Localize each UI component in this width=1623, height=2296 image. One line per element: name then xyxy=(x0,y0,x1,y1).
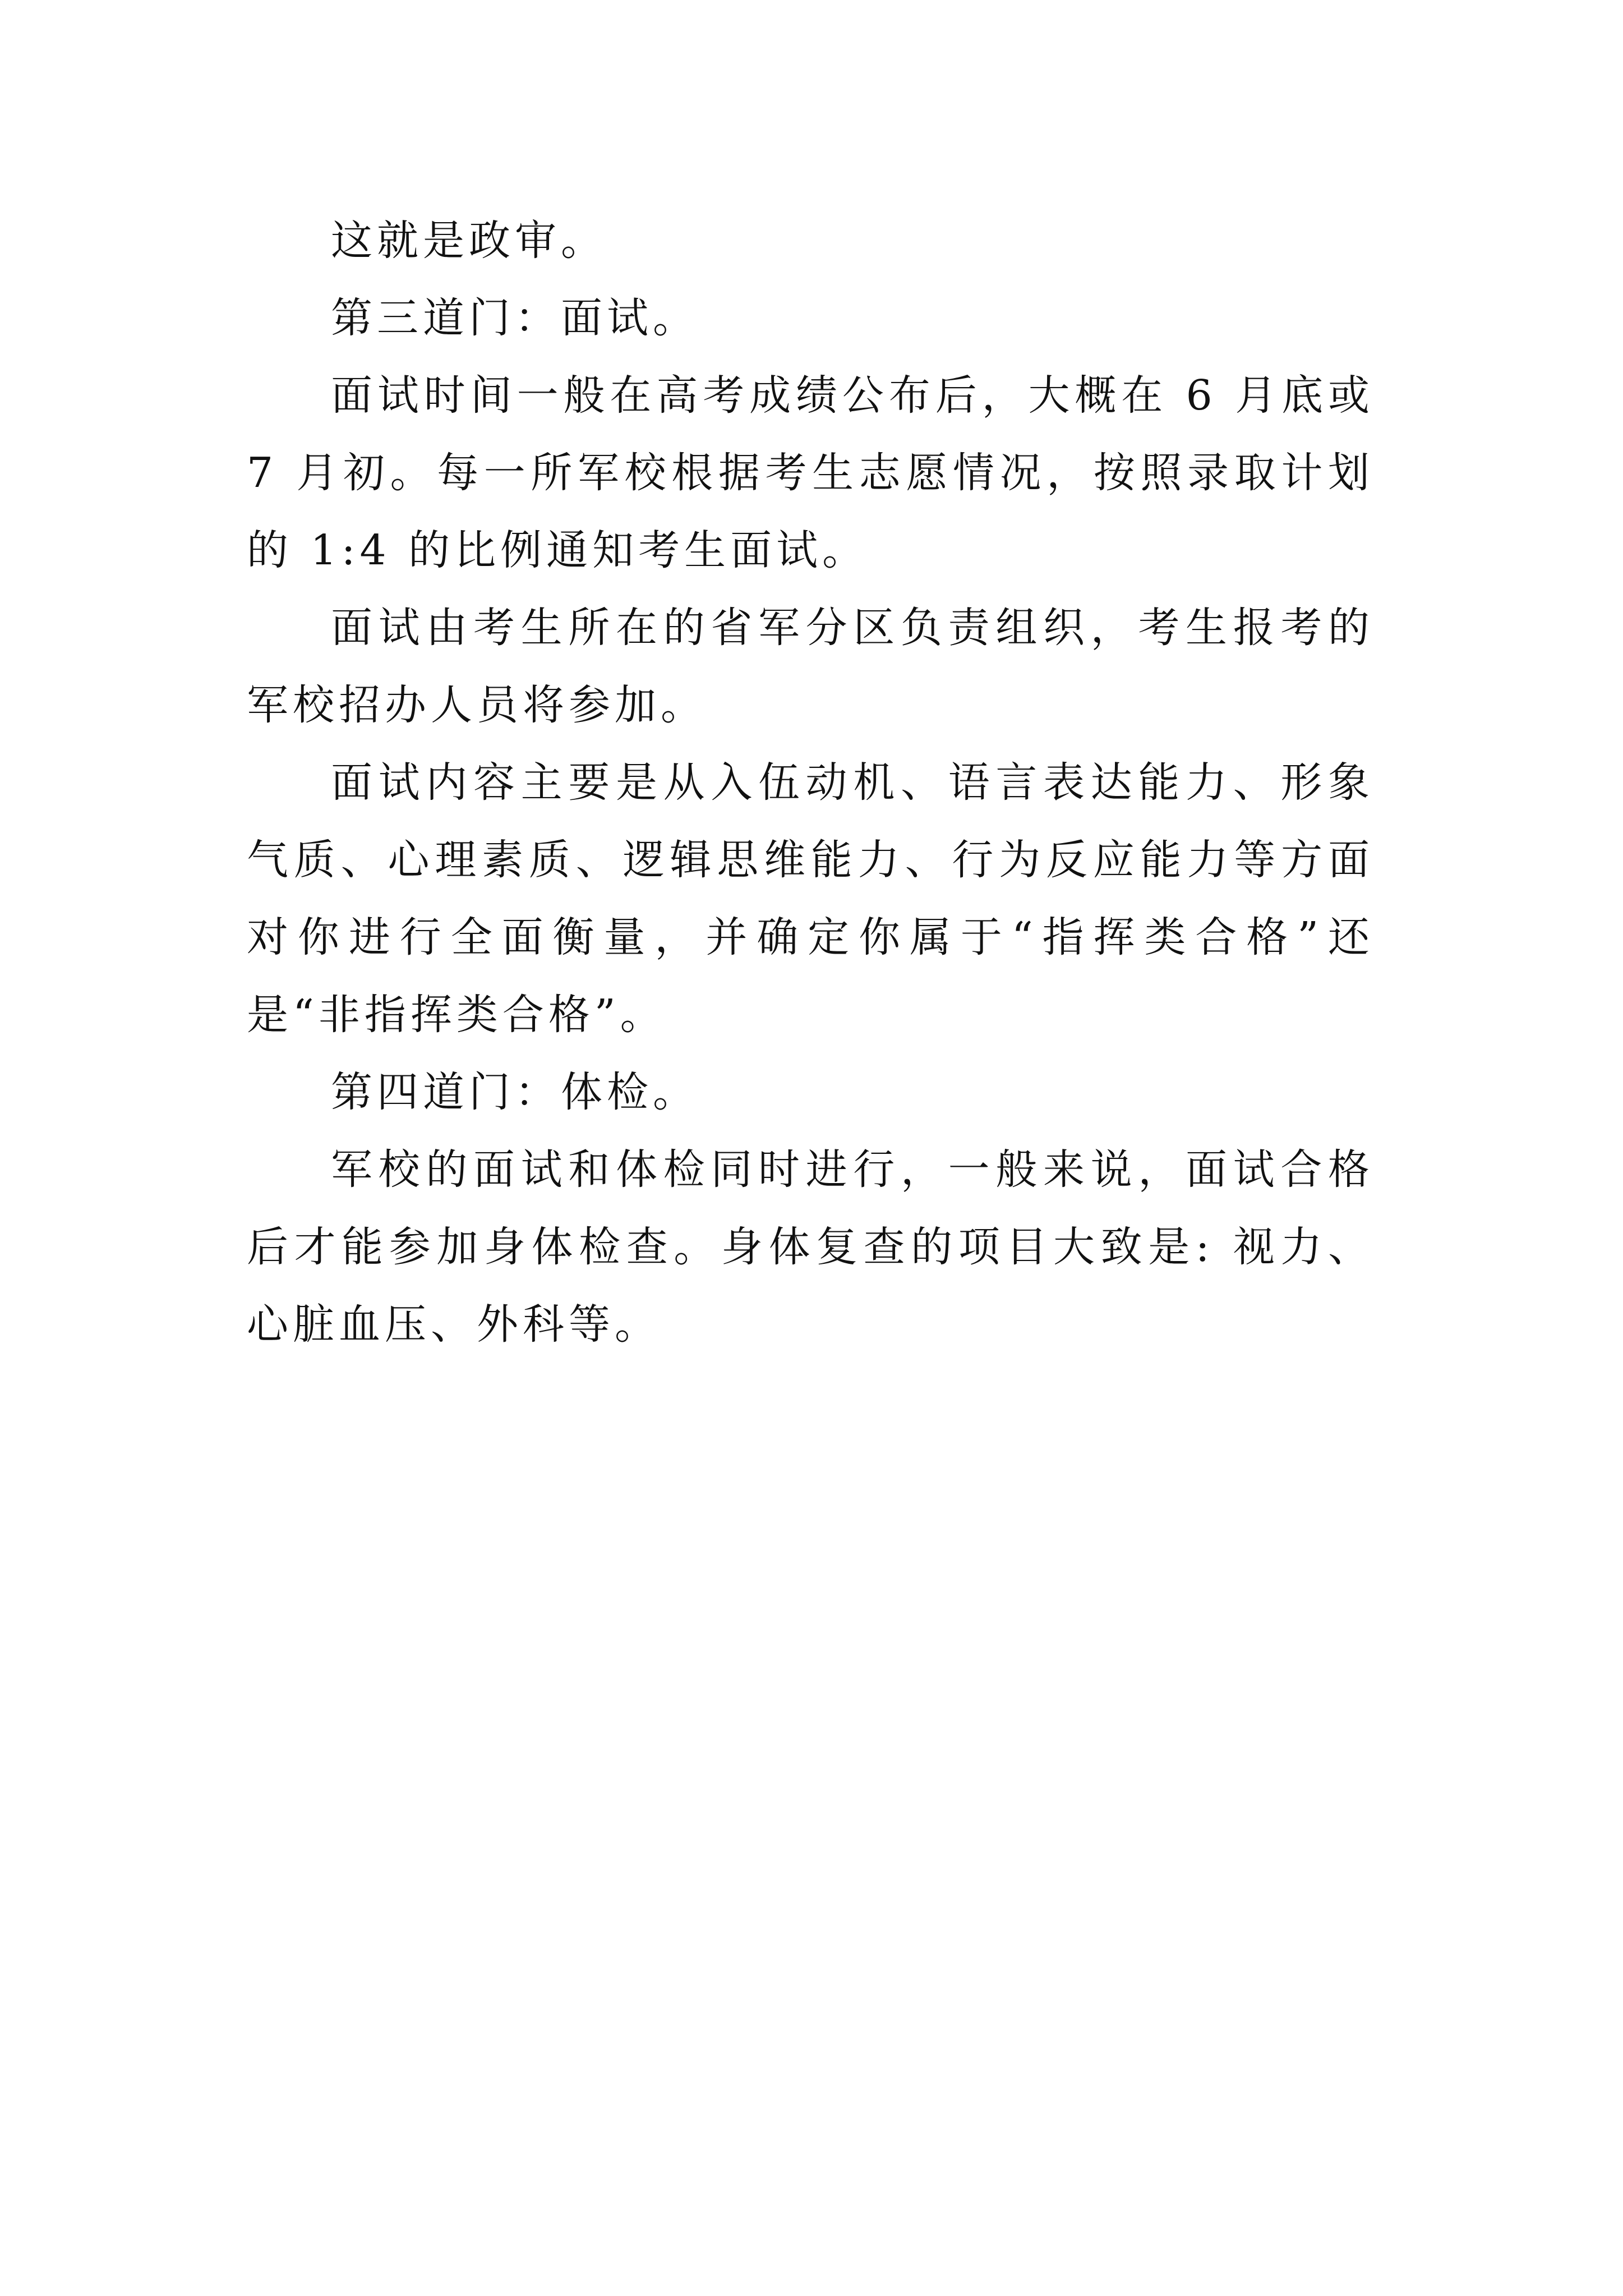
heading-fourth-gate-physical-exam: 第四道门：体检。 xyxy=(331,1068,699,1116)
paragraph-political-review: 这就是政审。 xyxy=(331,217,607,265)
paragraph-interview-content: 面试内容主要是从入伍动机、语言表达能力、形象气质、心理素质、逻辑思维能力、行为反应能力等方面对你进行全面衡量，并确定你属于“指挥类合格”还是“非指挥类合格”。 xyxy=(247,758,1374,1039)
paragraph-interview-organizer: 面试由考生所在的省军分区负责组织，考生报考的军校招办人员将参加。 xyxy=(247,604,1374,729)
paragraph-interview-time: 面试时间一般在高考成绩公布后，大概在 6 月底或 7 月初。每一所军校根据考生志愿情况，按照录取计划的 1:4 的比例通知考生面试。 xyxy=(247,371,1374,574)
heading-third-gate-interview: 第三道门：面试。 xyxy=(331,294,699,342)
paragraph-physical-exam: 军校的面试和体检同时进行，一般来说，面试合格后才能参加身体检查。身体复查的项目大致是: 视力、心脏血压、外科等。 xyxy=(247,1145,1374,1349)
document-body xyxy=(247,202,1374,1363)
